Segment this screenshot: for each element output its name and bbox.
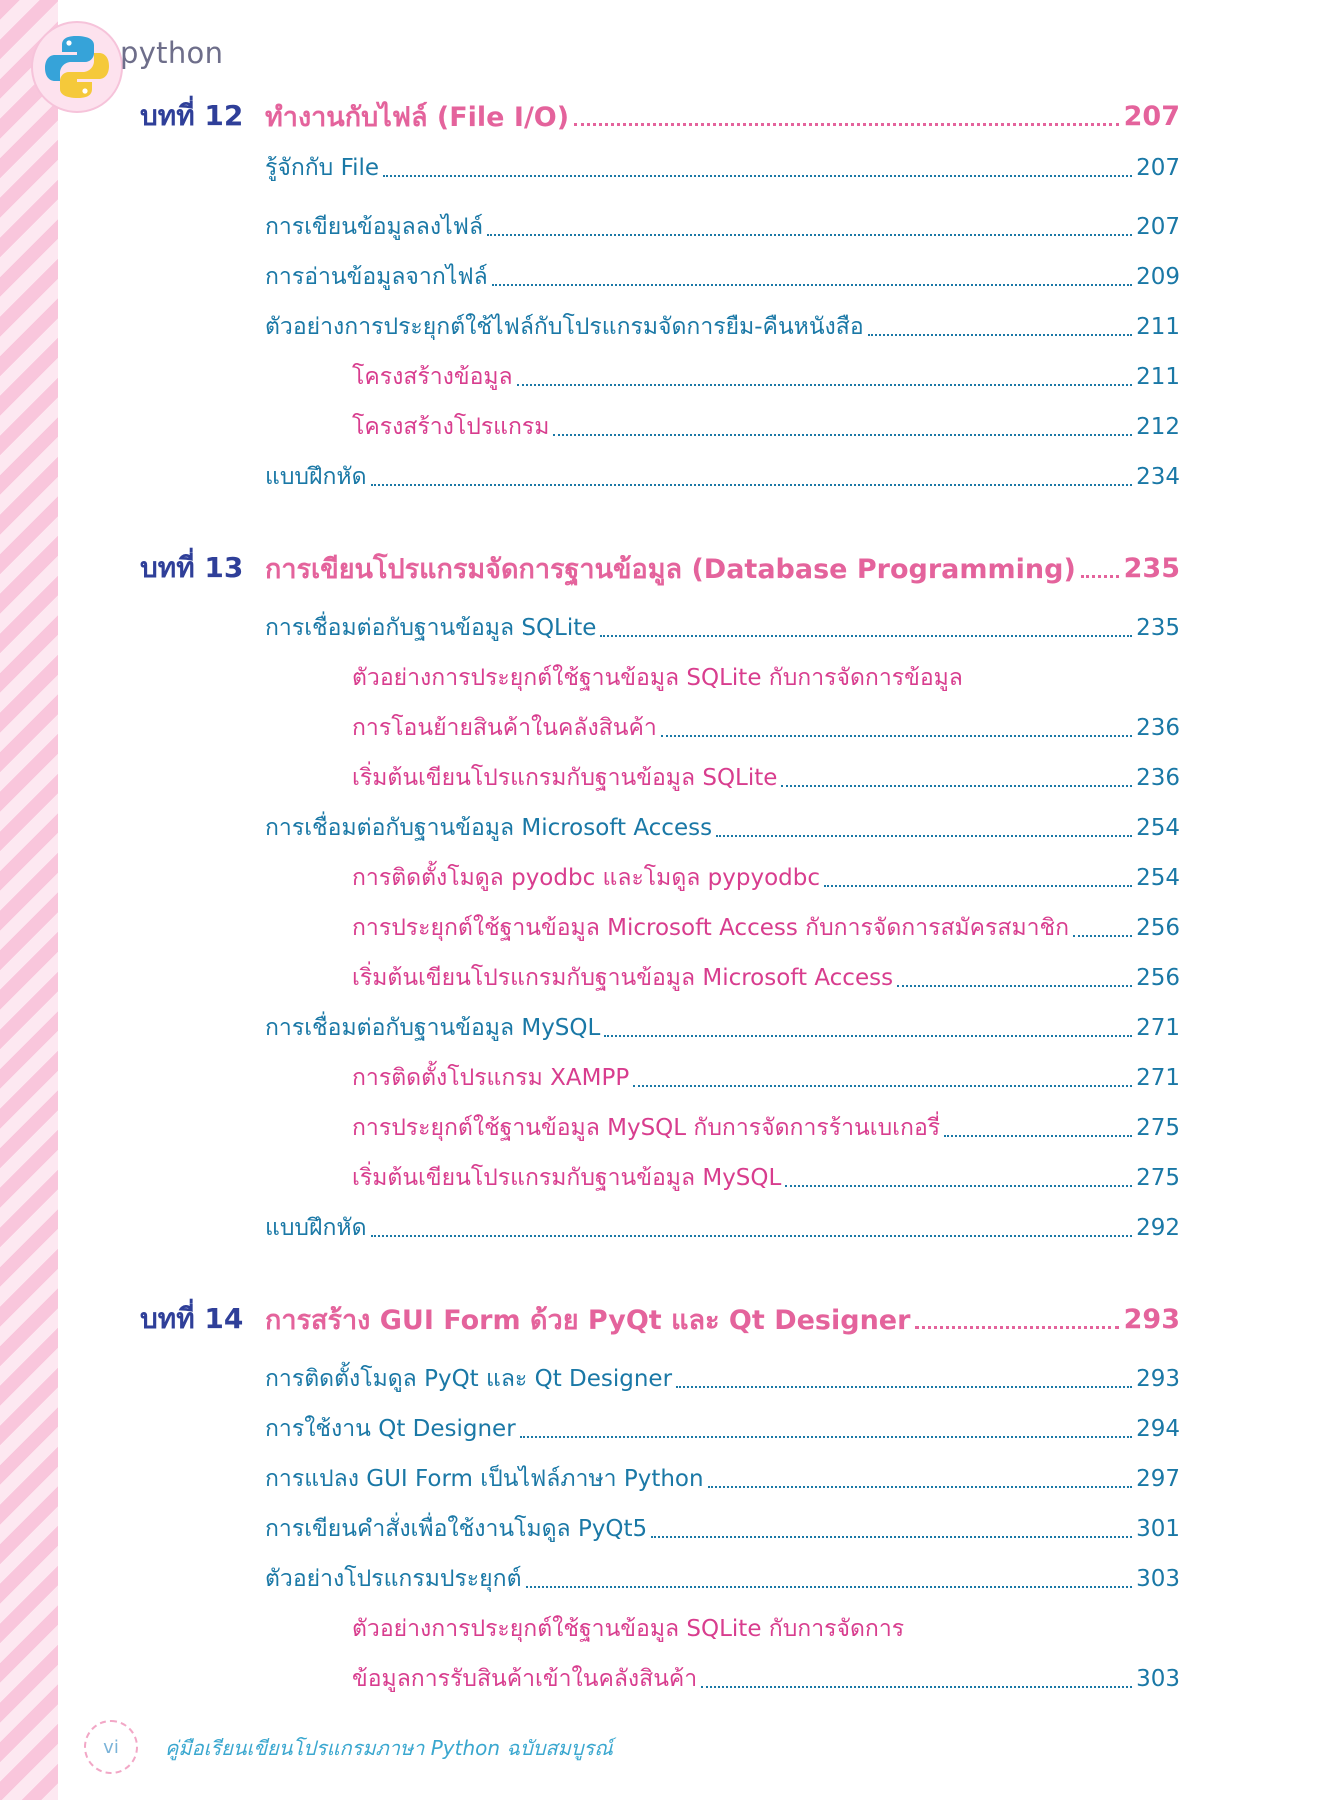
entry-page: 301	[1136, 1516, 1180, 1542]
entry-title: แบบฝึกหัด	[265, 1215, 367, 1241]
entry-page: 293	[1136, 1366, 1180, 1392]
toc-subentry[interactable]	[352, 910, 1180, 946]
entry-title: การเชื่อมต่อกับฐานข้อมูล SQLite	[265, 615, 597, 641]
toc-subentry[interactable]	[352, 960, 1180, 996]
chapter-13-heading[interactable]	[140, 546, 1180, 590]
entry-page: 275	[1136, 1165, 1180, 1191]
toc-subentry[interactable]	[352, 760, 1180, 796]
entry-page: 234	[1136, 464, 1180, 490]
chapter-page: 293	[1123, 1303, 1180, 1335]
entry-title: การติดตั้งโปรแกรม XAMPP	[352, 1065, 630, 1091]
toc-subentry[interactable]	[352, 409, 1180, 445]
dot-leader	[651, 1536, 1132, 1538]
entry-page: 236	[1136, 765, 1180, 791]
chapter-page: 235	[1123, 552, 1180, 584]
dot-leader	[676, 1386, 1132, 1388]
dot-leader	[492, 284, 1132, 286]
toc-subentry-title[interactable]: ตัวอย่างการประยุกต์ใช้ฐานข้อมูล SQLite กับการจัดการ	[352, 1616, 905, 1642]
entry-title: การเชื่อมต่อกับฐานข้อมูล Microsoft Access	[265, 815, 713, 841]
dot-leader	[708, 1486, 1133, 1488]
dot-leader	[785, 1185, 1132, 1187]
entry-page: 256	[1136, 965, 1180, 991]
toc-entry[interactable]	[265, 1210, 1180, 1246]
dot-leader	[371, 484, 1133, 486]
chapter-12-heading[interactable]	[140, 94, 1180, 138]
dot-leader	[915, 1326, 1118, 1329]
toc-subentry[interactable]	[352, 1160, 1180, 1196]
entry-title: เริ่มต้นเขียนโปรแกรมกับฐานข้อมูล SQLite	[352, 765, 778, 791]
chapter-number: บทที่ 12	[140, 99, 244, 132]
entry-page: 207	[1136, 214, 1180, 240]
entry-page: 236	[1136, 715, 1180, 741]
entry-page: 303	[1136, 1666, 1180, 1692]
toc-subentry-title[interactable]: ตัวอย่างการประยุกต์ใช้ฐานข้อมูล SQLite กับการจัดการข้อมูล	[352, 665, 963, 691]
dot-leader	[868, 334, 1132, 336]
entry-page: 209	[1136, 264, 1180, 290]
toc-entry[interactable]	[265, 150, 1180, 186]
dot-leader	[520, 1436, 1132, 1438]
entry-title: การโอนย้ายสินค้าในคลังสินค้า	[352, 715, 657, 741]
entry-page: 211	[1136, 364, 1180, 390]
toc-subentry[interactable]	[352, 860, 1180, 896]
toc-entry[interactable]	[265, 1010, 1180, 1046]
entry-page: 297	[1136, 1466, 1180, 1492]
entry-title: การอ่านข้อมูลจากไฟล์	[265, 264, 488, 290]
chapter-14-heading[interactable]	[140, 1297, 1180, 1341]
page-number-badge: vi	[84, 1720, 138, 1774]
chapter-number: บทที่ 13	[140, 551, 244, 584]
chapter-page: 207	[1123, 100, 1180, 132]
dot-leader	[487, 234, 1132, 236]
toc-subentry[interactable]	[352, 1060, 1180, 1096]
toc-subentry[interactable]	[352, 359, 1180, 395]
entry-title: เริ่มต้นเขียนโปรแกรมกับฐานข้อมูล Microsoft Access	[352, 965, 894, 991]
toc-entry[interactable]	[265, 1561, 1180, 1597]
toc-entry[interactable]	[265, 1461, 1180, 1497]
entry-title: การติดตั้งโมดูล pyodbc และโมดูล pypyodbc	[352, 865, 820, 891]
entry-title: แบบฝึกหัด	[265, 464, 367, 490]
dot-leader	[517, 384, 1132, 386]
entry-title: การแปลง GUI Form เป็นไฟล์ภาษา Python	[265, 1466, 704, 1492]
python-brand-text: python	[120, 36, 224, 70]
dot-leader	[604, 1035, 1132, 1037]
entry-title: การเขียนข้อมูลลงไฟล์	[265, 214, 484, 240]
chapter-title: การเขียนโปรแกรมจัดการฐานข้อมูล (Database Programming)	[265, 553, 1076, 585]
decorative-stripe-border	[0, 0, 58, 1800]
entry-title: การติดตั้งโมดูล PyQt และ Qt Designer	[265, 1366, 673, 1392]
toc-entry[interactable]	[265, 610, 1180, 646]
entry-title: โครงสร้างข้อมูล	[352, 364, 513, 390]
dot-leader	[526, 1586, 1133, 1588]
python-logo-icon	[30, 20, 124, 114]
dot-leader	[944, 1135, 1132, 1137]
entry-title: รู้จักกับ File	[265, 155, 380, 181]
toc-entry[interactable]	[265, 810, 1180, 846]
entry-title: ข้อมูลการรับสินค้าเข้าในคลังสินค้า	[352, 1666, 698, 1692]
dot-leader	[781, 785, 1132, 787]
entry-title: การใช้งาน Qt Designer	[265, 1416, 516, 1442]
chapter-title: ทำงานกับไฟล์ (File I/O)	[265, 101, 570, 133]
dot-leader	[661, 735, 1132, 737]
entry-title: การเชื่อมต่อกับฐานข้อมูล MySQL	[265, 1015, 601, 1041]
entry-page: 212	[1136, 414, 1180, 440]
entry-page: 211	[1136, 314, 1180, 340]
dot-leader	[701, 1686, 1132, 1688]
toc-entry[interactable]	[265, 1511, 1180, 1547]
book-title-footer: คู่มือเรียนเขียนโปรแกรมภาษา Python ฉบับสมบูรณ์	[165, 1736, 613, 1760]
entry-title: การประยุกต์ใช้ฐานข้อมูล Microsoft Access กับการจัดการสมัครสมาชิก	[352, 915, 1070, 941]
entry-page: 254	[1136, 865, 1180, 891]
toc-subentry[interactable]	[352, 1661, 1180, 1697]
dot-leader	[716, 835, 1132, 837]
entry-title: เริ่มต้นเขียนโปรแกรมกับฐานข้อมูล MySQL	[352, 1165, 782, 1191]
entry-page: 256	[1136, 915, 1180, 941]
entry-page: 235	[1136, 615, 1180, 641]
entry-page: 254	[1136, 815, 1180, 841]
toc-entry[interactable]	[265, 1361, 1180, 1397]
toc-entry[interactable]	[265, 309, 1180, 345]
entry-page: 294	[1136, 1416, 1180, 1442]
dot-leader	[371, 1235, 1133, 1237]
toc-entry[interactable]	[265, 1411, 1180, 1447]
entry-title: โครงสร้างโปรแกรม	[352, 414, 550, 440]
dot-leader	[600, 635, 1132, 637]
dot-leader	[897, 985, 1132, 987]
toc-entry[interactable]	[265, 259, 1180, 295]
dot-leader	[383, 175, 1132, 177]
entry-title: ตัวอย่างการประยุกต์ใช้ไฟล์กับโปรแกรมจัดการยืม-คืนหนังสือ	[265, 314, 864, 340]
toc-entry[interactable]	[265, 459, 1180, 495]
entry-title: ตัวอย่างโปรแกรมประยุกต์	[265, 1566, 522, 1592]
toc-subentry[interactable]	[352, 1110, 1180, 1146]
dot-leader	[1081, 575, 1119, 578]
chapter-number: บทที่ 14	[140, 1302, 244, 1335]
chapter-title: การสร้าง GUI Form ด้วย PyQt และ Qt Designer	[265, 1304, 911, 1336]
dot-leader	[824, 885, 1132, 887]
entry-page: 292	[1136, 1215, 1180, 1241]
entry-title: การเขียนคำสั่งเพื่อใช้งานโมดูล PyQt5	[265, 1516, 648, 1542]
entry-page: 271	[1136, 1015, 1180, 1041]
entry-title: การประยุกต์ใช้ฐานข้อมูล MySQL กับการจัดการร้านเบเกอรี่	[352, 1115, 941, 1141]
entry-page: 271	[1136, 1065, 1180, 1091]
dot-leader	[1073, 935, 1132, 937]
entry-page: 207	[1136, 155, 1180, 181]
toc-subentry[interactable]	[352, 710, 1180, 746]
dot-leader	[574, 123, 1119, 126]
dot-leader	[553, 434, 1132, 436]
dot-leader	[633, 1085, 1132, 1087]
toc-entry[interactable]	[265, 209, 1180, 245]
entry-page: 303	[1136, 1566, 1180, 1592]
entry-page: 275	[1136, 1115, 1180, 1141]
